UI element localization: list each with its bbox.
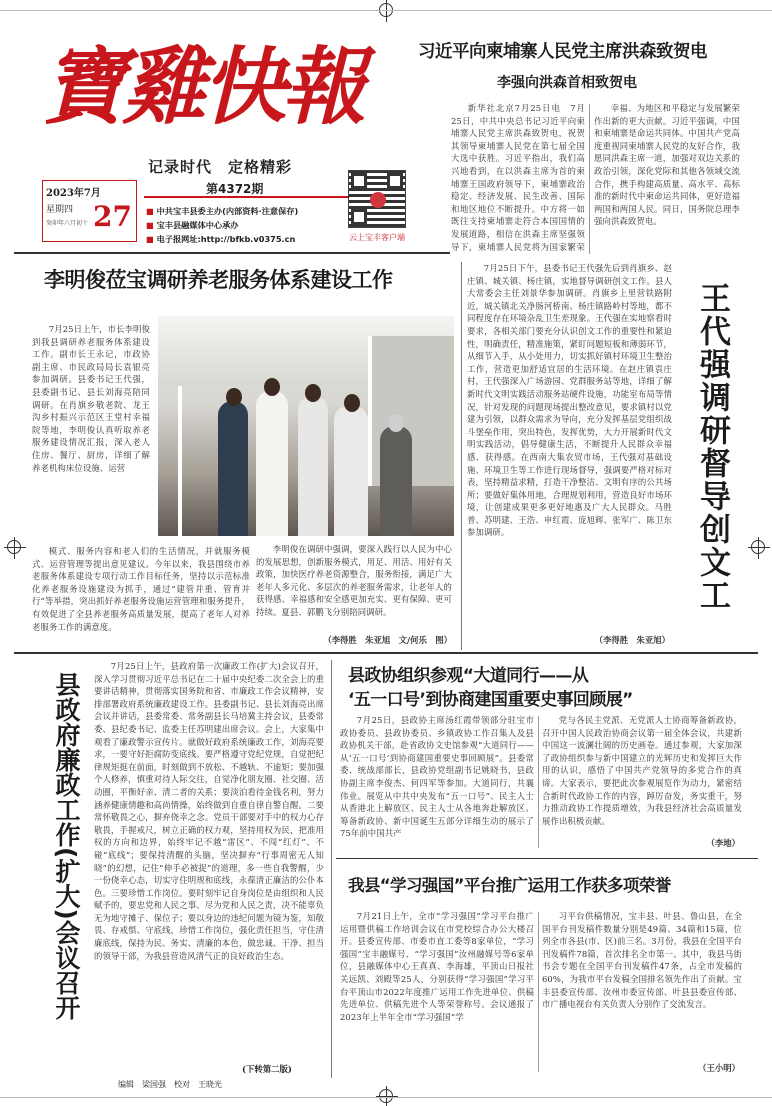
date-box (42, 180, 137, 242)
meeting-title: 县政府廉政工作(扩大)会议召开 (52, 672, 81, 1020)
lead-headline: 习近平向柬埔寨人民党主席洪森致贺电 (418, 42, 707, 62)
meeting-body: 7月25日上午，县政府第一次廉政工作(扩大)会议召开，深入学习贯彻习近平总书记在二十届中央纪委二次全会上的重要讲话精神，贯彻落实国务院和省、市廉政工作会议精神，安排部署政府系统廉政建设工作。县委副书记、县长刘海亮出席会议并讲话，县委常委、常务副县长马培冀主持会议，县委常委、县纪委书记、监委主任苏明建出席会议。会上，大家集中观看了廉政警示宣传片。就做好政府系统廉政工作，刘海亮要求，一要守好拒腐防变底线。要严格遵守党纪党规，自觉把纪律规矩挺在前面，时刻做到不放松、不越轨、不逾矩；要加强个人修养，慎重对待人际交往，自觉净化朋友圈、社交圈、活动圈，平衡好亲、清二者的关系；要淡泊看待金钱名利，努力涵养健康情趣和高尚情操，始终做到自重自律自警自醒。二要常怀敬畏之心，摒弃侥幸之念。党员干部要对手中的权力心存敬畏，手握戒尺，树立正确的权力观，坚持用权为民，把准用权的方向和边界，始终牢记不越“雷区”、不闯“红灯”、不碰“底线”；要保持清醒的头脑，坚决摒弃“行事周密无人知晓”的幻想，记住“伸手必被捉”的道理，多一些自我警醒，少一份侥幸心态，切实守住明规和底线，永葆清正廉洁的公仆本色。三要珍惜工作岗位。要时刻牢记自身岗位是由组织和人民赋予的，要忠党和人民之事、尽为党和人民之责，决不能辜负无为地守摊子、保位子；要以身边的违纪问题为镜为鉴，知敬畏、存戒惧、守底线，珍惜工作岗位，强化责任担当，守住清廉底线，保持为民、务实、清廉的本色，做忠诚、干净、担当的领导干部，为我县营造风清气正的良好政治生态。 (94, 661, 324, 961)
cppcc-headline-2: ‘五一口号’到协商建国重要史事回顾展” (348, 690, 633, 710)
qr-code[interactable] (348, 170, 406, 228)
info-line-3: ■ 电子报网址:http://bfkb.v0375.cn (146, 234, 296, 244)
date-lunar: 癸卯年六月初十 (46, 220, 89, 227)
feature-byline: （李得胜 朱亚旭 文/何乐 图） (323, 635, 452, 645)
learning-column-2: 习平台供稿情况，宝丰县、叶县、鲁山县，在全国平台刊发稿件数量分别是49篇、34篇和15篇，位列全市各县(市、区)前三名。3月份，我县在全国平台刊发稿件78篇，首次排名全市第一。其中，我县马街书会专题在全国平台刊发稿件47条，占全市发稿的60%，为我市平台发稿全国排名领先作出了贡献。宝丰县委宣传部、汝州市委宣传部、叶县县委宣传部、市广播电视台有关负责人分别作了交流发言。 (542, 911, 742, 1010)
bottom-rule (0, 1097, 772, 1098)
lead-divider (589, 104, 590, 254)
inspection-title: 王代强调研督导创文工 (694, 282, 730, 612)
column-divider-bottom (331, 660, 332, 1078)
cppcc-column-2: 党与各民主党派、无党派人士协商筹备新政协，召开中国人民政治协商会议第一届全体会议，共建新中国这一波澜壮阔的历史画卷。通过参观，大家加深了政协组织参与新中国建立的光辉历史和发挥巨大作用的认识，感悟了中国共产党领导的多党合作的真谛。大家表示，要把此次参观展览作为动力，紧密结合新时代政协工作的内容，踔厉奋发，务实重干，努力推动政协工作提质增效，为我县经济社会高质量发展作出积极贡献。 (542, 715, 742, 826)
lead-column-1: 新华社北京7月25日电 7月25日，中共中央总书记习近平向柬埔寨人民党主席洪森致贺电，祝贺其领导柬埔寨人民党在第七届全国大选中获胜。习近平指出，我们高兴地看到，在以洪森主席为首的柬埔寨王国政府领导下，柬埔寨政治稳定、经济发展、民生改善、国际和地区地位不断提升。中方将一如既往支持柬埔寨走符合本国国情的发展道路，相信在洪森主席坚强领导下，柬埔寨人民党将为国家繁荣 (451, 103, 585, 252)
date-year-month: 2023年7月 (46, 188, 101, 199)
feature-caption: 李明俊在调研中强调，要深入践行以人民为中心的发展思想，创新服务模式，用足、用活、用好有关政策，加快医疗养老资源整合，服务衔接，满足广大老年人多元化、多层次的养老服务需求，让老年人的获得感、幸福感和安全感更加充实、更有保障、更可持续。夏县、郭鹏飞分别陪同调研。 (256, 544, 452, 617)
masthead-logo: 寶雞快報 (42, 37, 363, 136)
feature-body-bottom: 模式、服务内容和老人们的生活情况，并就服务模式、运营管理等提出意见建议。今年以来，我县围绕市养老服务体系建设专项行动工作目标任务，坚持以示范标准化养老服务设施建设为抓手，通过“建管并重、管育并行”等举措，突出抓好养老服务设施运营管理和服务提升，有效促进了全县养老服务高质量发展，提高了老年人对养老服务工作的满意度。 (32, 546, 250, 632)
date-weekday: 星期四 (46, 205, 74, 215)
column-divider (461, 262, 462, 650)
info-line-1: ■ 中共宝丰县委主办(内部资料·注意保存) (146, 206, 299, 216)
bullet-icon: ■ (146, 206, 157, 216)
date-day: 27 (93, 200, 132, 233)
registration-mark-left (7, 540, 21, 554)
cppcc-divider (538, 716, 539, 848)
lead-column-2: 幸福、为地区和平稳定与发展繁荣作出新的更大贡献。习近平强调，中国和柬埔寨是命运共同体。中国共产党高度重视同柬埔寨人民党的友好合作，我愿同洪森主席一道，加强对双边关系的政治引领，深化党际和其他各领域交流合作，携手构建高质量、高水平、高标准的新时代中柬命运共同体，更好造福两国和两国人民。同日，国务院总理李强向洪森致贺电。 (594, 103, 740, 227)
section-rule-middle (14, 652, 758, 654)
learning-column-1: 7月21日上午，全市“学习强国”学习平台推广运用暨供稿工作培训会议在市党校综合办公大楼召开。县委宣传部、市委市直工委等8家单位，“学习强国”宝丰融媒号、“学习强国”汝州融媒号等6家单位，县融媒体中心王真真、李海雄，平顶山日报社关远凯、刘殿等25人，分别获得“学习强国”学习平台平顶山市2022年度推广运用工作先进单位、供稿先进单位、供稿先进个人等荣誉称号。会议通报了2023年上半年全市“学习强国”学 (340, 911, 534, 1022)
cppcc-byline: （李地） (706, 838, 740, 848)
masthead-slogan: 记录时代 定格精彩 (148, 158, 293, 176)
cppcc-column-1: 7月25日，县政协主席汤红霞带领部分驻宝市政协委员、县政协委员、乡镇政协工作召集人及县政协机关干部，赴省政协文史馆参观“大道同行——从‘五一口号’到协商建国重要史事回顾展”。县委常委、统战部部长，县政协党组副书记姚晓书，县政协副主席李俊杰、何四军等参加。大道同行，共襄伟业。展览从中共中央发布“五一口号”、民主人士从香港北上解放区、民主人士从各地奔赴解放区、筹备新政协、新中国诞生五部分详细生动的展示了75年前中国共产 (340, 715, 534, 839)
section-rule-right (336, 858, 758, 859)
learning-byline: （王小明） (698, 1063, 740, 1073)
feature-body-top: 7月25日上午，市长李明俊到我县调研养老服务体系建设工作。副市长王永记，市政协副主席、市民政局局长袁银亮参加调研。县委书记王代强，县委副书记、县长刘海亮陪同调研。在肖旗乡敬老院、龙王沟乡村振兴示范区王堂村幸福院等地，李明俊认真听取养老服务建设情况汇报，深入老人住房、餐厅、厨房，详细了解养老机构床位设施、运营 (32, 324, 150, 473)
registration-mark-bottom (379, 1089, 393, 1103)
meeting-continued: (下转第二版) (242, 1064, 292, 1074)
top-rule (0, 10, 772, 11)
lead-subhead: 李强向洪森首相致贺电 (497, 75, 637, 91)
cppcc-headline-1: 县政协组织参观“大道同行——从 (348, 666, 589, 686)
qr-label: 云上宝丰客户端 (349, 233, 405, 242)
inspection-body: 7月25日下午，县委书记王代强先后到肖旗乡、赵庄镇、城关镇、杨庄镇，实地督导调研创文工作。县人大常委会主任刘景华参加调研。肖旗乡上里营铁路附近，城关镇北关净肠河桥南、杨庄镇路岭村等地，都不同程度存在环境杂乱卫生差现象。王代强在实地察看时要求，各相关部门要充分认识创文工作的重要性和紧迫性，明确责任，精准施策，紧盯问题短板和薄弱环节，从细节入手，从小处用力，切实抓好镇村环境卫生整治工作，营造更加舒适宜居的生活环境。在赵庄镇袁庄村，王代强深入广场游园、党群服务站等地，详细了解新时代文明实践活动服务站硬件设施，功能室布局等情况，针对发现的问题现场提出整改意见，要求镇村以党建为引领，以群众需求为导向，充分发挥基层党组织战斗堡垒作用，突出特色，发挥优势，大力开展新时代文明实践活动，倡导健康生活，不断提升人民群众幸福感、获得感。在西南大集农贸市场，王代强对基础设施、环境卫生等工作进行现场督导，强调要严格对标对表，坚持精益求精，打造干净整洁、文明有序的公共场所；要做好集体用地，合理规划利用，营造良好市场环境，让创建成果更多更好地惠及广大人民群众。马胜普、苏明建、王浩、申红霞、庞旭辉、张军广、陈卫东参加调研。 (467, 263, 672, 538)
issue-number: 第4372期 (144, 180, 350, 198)
editor-credit: 编辑 梁国强 校对 王晓光 (118, 1080, 222, 1089)
masthead-info (146, 204, 298, 246)
feature-photo (158, 316, 454, 536)
section-rule-left (14, 252, 450, 254)
cppcc-headline (348, 664, 743, 712)
info-line-2: ■ 宝丰县融媒体中心承办 (146, 220, 239, 230)
feature-headline: 李明俊莅宝调研养老服务体系建设工作 (44, 268, 393, 292)
learning-headline: 我县“学习强国”平台推广运用工作获多项荣誉 (348, 876, 671, 895)
inspection-byline: （李得胜 朱亚旭） (594, 635, 670, 645)
bullet-icon: ■ (146, 234, 157, 244)
registration-mark-right (751, 540, 765, 554)
bullet-icon: ■ (146, 220, 157, 230)
learning-divider (538, 912, 539, 1072)
